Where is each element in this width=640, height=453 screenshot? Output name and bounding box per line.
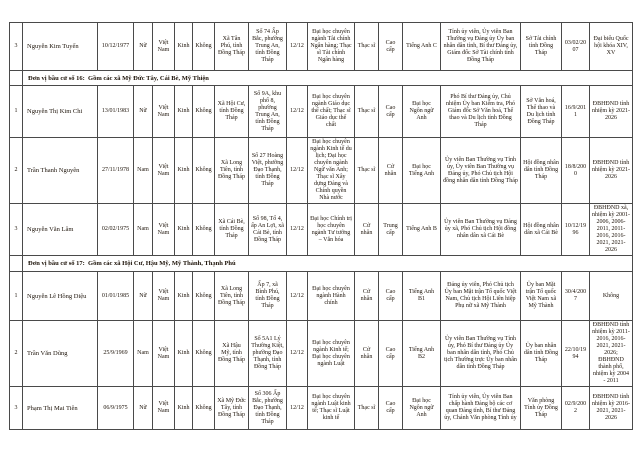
cell-ngay-sinh: 25/9/1969: [98, 321, 134, 387]
cell-trinh-do-pho-thong: 12/12: [287, 321, 308, 387]
cell-que-quan: Xã Hội Cư, tỉnh Đồng Tháp: [215, 86, 249, 138]
cell-ly-luan-chinh-tri: Cao cấp: [379, 23, 403, 71]
cell-ngay-sinh: 10/12/1977: [98, 23, 134, 71]
cell-dai-bieu: Đại biểu Quốc hội khóa XIV, XV: [590, 23, 633, 71]
cell-dan-toc: Kinh: [175, 23, 193, 71]
cell-dai-bieu: ĐBHĐND tỉnh nhiệm kỳ 2021-2026: [590, 138, 633, 204]
cell-dan-toc: Kinh: [175, 86, 193, 138]
section-header-row: [10, 256, 633, 272]
cell-stt: 2: [10, 321, 23, 387]
cell-noi-cong-tac: Hội đồng nhân dân xã Cái Bè: [521, 204, 562, 256]
cell-quoc-tich: Việt Nam: [153, 138, 175, 204]
cell-ngay-vao-dang: 03/02/2007: [562, 23, 590, 71]
cell-noi-cong-tac: Ủy ban nhân dân tỉnh Đồng Tháp: [521, 321, 562, 387]
cell-ly-luan-chinh-tri: Trung cấp: [379, 204, 403, 256]
cell-ngoai-ngu: Tiếng Anh B: [403, 204, 441, 256]
cell-ho-ten: Trần Văn Dũng: [23, 321, 98, 387]
cell-ho-ten: Nguyễn Thị Kim Chi: [23, 86, 98, 138]
cell-quoc-tich: Việt Nam: [153, 86, 175, 138]
cell-noi-cong-tac: Hội đồng nhân dân tỉnh Đồng Tháp: [521, 138, 562, 204]
cell-dai-bieu: ĐBHĐND xã, nhiệm kỳ 2001-2006, 2006-2011, 2011-2016, 2016-2021, 2021-2026: [590, 204, 633, 256]
cell-ngay-vao-dang: 18/8/2000: [562, 138, 590, 204]
cell-dai-bieu: ĐBHĐND tỉnh nhiệm kỳ 2021-2026: [590, 86, 633, 138]
section-header-empty-cell: [10, 256, 23, 272]
section-header-empty-cell: [10, 71, 23, 86]
cell-chuc-vu: Đảng ủy viên, Phó Chủ tịch Ủy ban Mặt trận Tổ quốc Việt Nam, Chủ tịch Hội Liên hiệp Phụ nữ xã Mỹ Thành: [441, 272, 521, 321]
cell-que-quan: Xã Tân Phú, tỉnh Đồng Tháp: [215, 23, 249, 71]
cell-ngay-vao-dang: 16/9/2011: [562, 86, 590, 138]
cell-ngay-vao-dang: 10/12/1996: [562, 204, 590, 256]
cell-que-quan: Xã Cái Bè, tỉnh Đồng Tháp: [215, 204, 249, 256]
cell-stt: 3: [10, 23, 23, 71]
cell-dan-toc: Kinh: [175, 321, 193, 387]
cell-ngay-sinh: 02/02/1975: [98, 204, 134, 256]
cell-ngoai-ngu: Đại học Tiếng Anh: [403, 138, 441, 204]
cell-stt: 1: [10, 272, 23, 321]
cell-gioi-tinh: Nam: [134, 138, 153, 204]
cell-gioi-tinh: Nữ: [134, 272, 153, 321]
cell-ly-luan-chinh-tri: Cao cấp: [379, 321, 403, 387]
cell-gioi-tinh: Nam: [134, 204, 153, 256]
cell-gioi-tinh: Nữ: [134, 86, 153, 138]
cell-noi-o-hien-nay: Số 74 Ấp Bắc, phường Trung An, tỉnh Đồng Tháp: [249, 23, 287, 71]
cell-dai-bieu: ĐBHĐND tỉnh nhiệm kỳ 2011-2016, 2016-2021, 2021-2026; ĐBHĐND thành phố, nhiệm kỳ 2004 - 2011: [590, 321, 633, 387]
cell-ngoai-ngu: Đại học Ngôn ngữ Anh: [403, 86, 441, 138]
section-header-label: Đơn vị bầu cử số 16: Gồm các xã Mỹ Đức Tây, Cái Bè, Mỹ Thiện: [23, 71, 633, 86]
table-row: [10, 321, 633, 387]
cell-ngay-sinh: 27/11/1978: [98, 138, 134, 204]
cell-quoc-tich: Việt Nam: [153, 272, 175, 321]
cell-ngay-vao-dang: 22/10/1994: [562, 321, 590, 387]
cell-ngoai-ngu: Đại học Ngôn ngữ Anh: [403, 387, 441, 430]
cell-noi-cong-tac: Văn phòng Tỉnh ủy Đồng Tháp: [521, 387, 562, 430]
cell-ngay-sinh: 13/01/1983: [98, 86, 134, 138]
cell-dai-bieu: Không: [590, 272, 633, 321]
cell-trinh-do-pho-thong: 12/12: [287, 272, 308, 321]
cell-ngay-sinh: 06/9/1975: [98, 387, 134, 430]
cell-ton-giao: Không: [193, 321, 215, 387]
cell-ton-giao: Không: [193, 23, 215, 71]
cell-hoc-vi: Cử nhân: [355, 272, 379, 321]
candidate-table-body: [10, 23, 633, 430]
cell-dai-bieu: ĐBHĐND tỉnh nhiệm kỳ 2016-2021, 2021-2026: [590, 387, 633, 430]
cell-trinh-do-pho-thong: 12/12: [287, 23, 308, 71]
cell-chuc-vu: Tỉnh ủy viên, Ủy viên Ban chấp hành Đảng bộ các cơ quan Đảng tỉnh, Bí thư Đảng ủy, Chánh Văn phòng Tỉnh ủy: [441, 387, 521, 430]
cell-ho-ten: Nguyễn Văn Lâm: [23, 204, 98, 256]
candidate-table: [9, 22, 633, 430]
cell-dan-toc: Kinh: [175, 138, 193, 204]
cell-chuc-vu: Ủy viên Ban Thường vụ Đảng ủy xã, Phó Chủ tịch Hội đồng nhân dân xã Cái Bè: [441, 204, 521, 256]
cell-dan-toc: Kinh: [175, 204, 193, 256]
table-row: [10, 86, 633, 138]
cell-gioi-tinh: Nam: [134, 321, 153, 387]
table-row: [10, 23, 633, 71]
cell-ton-giao: Không: [193, 272, 215, 321]
cell-noi-cong-tac: Ủy ban Mặt trận Tổ quốc Việt Nam xã Mỹ Thành: [521, 272, 562, 321]
cell-ly-luan-chinh-tri: Cao cấp: [379, 387, 403, 430]
cell-stt: 2: [10, 138, 23, 204]
cell-gioi-tinh: Nữ: [134, 387, 153, 430]
cell-dan-toc: Kinh: [175, 272, 193, 321]
cell-noi-o-hien-nay: Số 98, Tổ 4, ấp An Lợi, xã Cái Bè, tỉnh Đồng Tháp: [249, 204, 287, 256]
cell-hoc-vi: Thạc sĩ: [355, 86, 379, 138]
cell-hoc-vi: Thạc sĩ: [355, 23, 379, 71]
cell-chuc-vu: Phó Bí thư Đảng ủy, Chủ nhiệm Ủy ban Kiểm tra, Phó Giám đốc Sở Văn hoá, Thể thao và Du lịch tỉnh Đồng Tháp: [441, 86, 521, 138]
cell-ho-ten: Nguyễn Kim Tuyến: [23, 23, 98, 71]
table-row: [10, 138, 633, 204]
cell-trinh-do-pho-thong: 12/12: [287, 387, 308, 430]
cell-ngay-vao-dang: 02/9/2002: [562, 387, 590, 430]
cell-que-quan: Xã Long Tiên, tỉnh Đồng Tháp: [215, 138, 249, 204]
cell-noi-o-hien-nay: Số 9A, khu phố 8, phường Trung An, tỉnh Đồng Tháp: [249, 86, 287, 138]
cell-ngoai-ngu: Tiếng Anh B2: [403, 321, 441, 387]
cell-chuyen-mon: Đại học chuyên ngành Giáo dục thể chất; Thạc sĩ Giáo dục thể chất: [308, 86, 355, 138]
cell-stt: 3: [10, 387, 23, 430]
cell-trinh-do-pho-thong: 12/12: [287, 86, 308, 138]
cell-quoc-tich: Việt Nam: [153, 23, 175, 71]
cell-noi-o-hien-nay: Số 306 Ấp Bắc, phường Đạo Thạnh, tỉnh Đồng Tháp: [249, 387, 287, 430]
cell-chuyen-mon: Đại học chuyên ngành Kinh tế du lịch; Đại học chuyên ngành Ngữ văn Anh; Thạc sĩ Xây dựng Đảng và Chính quyền Nhà nước: [308, 138, 355, 204]
cell-ho-ten: Phạm Thị Mai Tiên: [23, 387, 98, 430]
cell-que-quan: Xã Hậu Mỹ, tỉnh Đồng Tháp: [215, 321, 249, 387]
cell-chuc-vu: Ủy viên Ban Thường vụ Tỉnh ủy, Phó Bí thư Đảng ủy Ủy ban nhân dân tỉnh, Phó Chủ tịch Thường trực Ủy ban nhân dân tỉnh Đồng Tháp: [441, 321, 521, 387]
cell-ton-giao: Không: [193, 138, 215, 204]
cell-hoc-vi: Thạc sĩ: [355, 387, 379, 430]
cell-dan-toc: Kinh: [175, 387, 193, 430]
cell-ton-giao: Không: [193, 204, 215, 256]
cell-ly-luan-chinh-tri: Cao cấp: [379, 86, 403, 138]
section-header-row: [10, 71, 633, 86]
cell-ngoai-ngu: Tiếng Anh B1: [403, 272, 441, 321]
cell-chuc-vu: Tỉnh ủy viên, Ủy viên Ban Thường vụ Đảng ủy Ủy ban nhân dân tỉnh, Bí thư Đảng ủy, Giám đốc Sở Tài chính tỉnh Đồng Tháp: [441, 23, 521, 71]
cell-noi-o-hien-nay: Ấp 7, xã Bình Phú, tỉnh Đồng Tháp: [249, 272, 287, 321]
cell-stt: 3: [10, 204, 23, 256]
section-header-label: Đơn vị bầu cử số 17: Gồm các xã Hội Cư, Hậu Mỹ, Mỹ Thành, Thạnh Phú: [23, 256, 633, 272]
cell-chuyen-mon: Đại học chuyên ngành Hành chính: [308, 272, 355, 321]
cell-quoc-tich: Việt Nam: [153, 204, 175, 256]
cell-chuyen-mon: Đại học chuyên ngành Tài chính Ngân hàng; Thạc sĩ Tài chính Ngân hàng: [308, 23, 355, 71]
cell-trinh-do-pho-thong: 12/12: [287, 138, 308, 204]
cell-ton-giao: Không: [193, 387, 215, 430]
cell-chuyen-mon: Đại học Chính trị học chuyên ngành Tư tưởng – Văn hóa: [308, 204, 355, 256]
cell-noi-cong-tac: Sở Văn hoá, Thể thao và Du lịch tỉnh Đồng Tháp: [521, 86, 562, 138]
cell-gioi-tinh: Nữ: [134, 23, 153, 71]
cell-chuc-vu: Ủy viên Ban Thường vụ Tỉnh ủy, Ủy viên Ban Thường vụ Đảng ủy, Phó Chủ tịch Hội đồng nhân dân tỉnh Đồng Tháp: [441, 138, 521, 204]
cell-ngoai-ngu: Tiếng Anh C: [403, 23, 441, 71]
cell-que-quan: Xã Mỹ Đức Tây, tỉnh Đồng Tháp: [215, 387, 249, 430]
cell-hoc-vi: Cử nhân: [355, 321, 379, 387]
cell-que-quan: Xã Long Tiên, tỉnh Đồng Tháp: [215, 272, 249, 321]
cell-ly-luan-chinh-tri: Cao cấp: [379, 272, 403, 321]
cell-stt: 1: [10, 86, 23, 138]
cell-hoc-vi: Cử nhân: [355, 204, 379, 256]
cell-hoc-vi: Thạc sĩ: [355, 138, 379, 204]
table-row: [10, 387, 633, 430]
table-row: [10, 272, 633, 321]
cell-noi-o-hien-nay: Số 27 Hoàng Việt, phường Đạo Thạnh, tỉnh Đồng Tháp: [249, 138, 287, 204]
cell-quoc-tich: Việt Nam: [153, 387, 175, 430]
table-row: [10, 204, 633, 256]
cell-ho-ten: Nguyễn Lê Hồng Diệu: [23, 272, 98, 321]
cell-noi-o-hien-nay: Số 5A1 Lý Thường Kiệt, phường Đạo Thạnh, tỉnh Đồng Tháp: [249, 321, 287, 387]
cell-ho-ten: Trần Thanh Nguyên: [23, 138, 98, 204]
cell-quoc-tich: Việt Nam: [153, 321, 175, 387]
cell-ngay-sinh: 01/01/1985: [98, 272, 134, 321]
cell-ly-luan-chinh-tri: Cử nhân: [379, 138, 403, 204]
cell-ngay-vao-dang: 30/4/2007: [562, 272, 590, 321]
cell-ton-giao: Không: [193, 86, 215, 138]
cell-noi-cong-tac: Sở Tài chính tỉnh Đồng Tháp: [521, 23, 562, 71]
cell-trinh-do-pho-thong: 12/12: [287, 204, 308, 256]
cell-chuyen-mon: Đại học chuyên ngành Luật kinh tế; Thạc sĩ Luật kinh tế: [308, 387, 355, 430]
cell-chuyen-mon: Đại học chuyên ngành Kinh tế; Đại học chuyên ngành Luật: [308, 321, 355, 387]
